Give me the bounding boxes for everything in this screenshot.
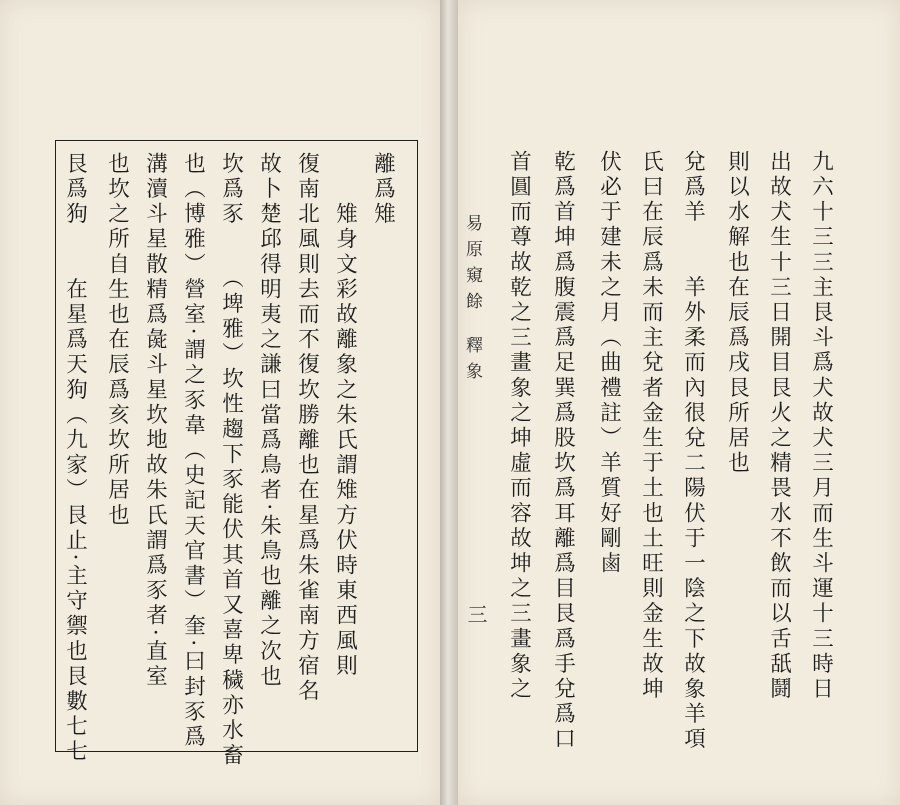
margin-book-title: 易原窺餘 xyxy=(462,214,482,318)
left-column-1: 離爲雉 xyxy=(370,152,396,228)
left-column-5: 坎爲豕 （埤雅）坎性趨下豕能伏其首又喜卑穢亦水畜 xyxy=(218,152,244,769)
left-column-6: 也（博雅）營室·謂之豕韋（史記天官書）奎·曰封豕爲 xyxy=(180,152,206,751)
right-column-5: 氏曰在辰爲未而主兌者金生于土也土旺則金生故坤 xyxy=(638,150,664,703)
right-column-2: 出故犬生十三日開目艮火之精畏水不飲而以舌舐鬪 xyxy=(766,150,792,703)
left-page xyxy=(0,0,440,805)
left-column-9: 艮爲狗 在星爲天狗（九家）艮止·主守禦也艮數七七 xyxy=(62,152,88,765)
left-column-4: 故卜楚邱得明夷之謙曰當爲鳥者·朱鳥也離之次也 xyxy=(256,152,282,690)
page-number: 三 xyxy=(464,604,488,624)
right-column-7: 乾爲首坤爲腹震爲足巽爲股坎爲耳離爲目艮爲手兌爲口 xyxy=(550,150,576,753)
right-column-6: 伏必于建未之月（曲禮註）羊質好剛鹵 xyxy=(596,150,622,577)
book-gutter xyxy=(440,0,458,805)
right-column-3: 則以水解也在辰爲戌艮所居也 xyxy=(724,150,750,477)
left-column-2: 雉身文彩故離象之朱氏謂雉方伏時東西風則 xyxy=(332,152,358,680)
margin-section-title: 釋象 xyxy=(462,336,482,388)
right-column-8: 首圓而尊故乾之三畫象之坤虛而容故坤之三畫象之 xyxy=(506,150,532,703)
right-page xyxy=(458,0,900,805)
right-column-1: 九六十三三主艮斗爲犬故犬三月而生斗運十三時日 xyxy=(808,150,834,703)
left-column-3: 復南北風則去而不復坎勝離也在星爲朱雀南方宿名 xyxy=(294,152,320,705)
right-column-4: 兌爲羊 羊外柔而內很兌二陽伏于一陰之下故象羊項 xyxy=(680,150,706,753)
left-column-8: 也坎之所自生也在辰爲亥坎所居也 xyxy=(104,152,130,529)
left-column-7: 溝瀆斗星散精爲彘斗星坎地故朱氏謂爲豕者·直室 xyxy=(142,152,168,690)
